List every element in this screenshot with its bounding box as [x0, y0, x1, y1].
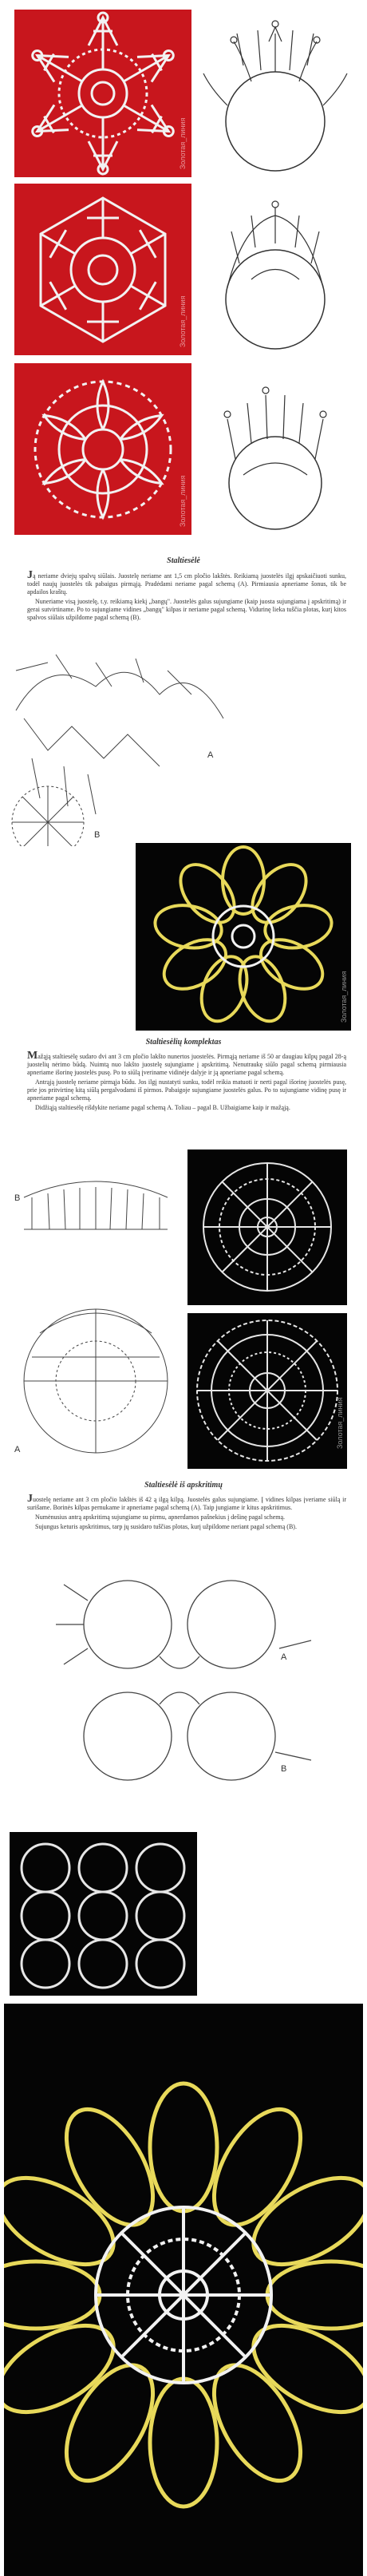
- caption-komplektas: Staltiesėlių komplektas: [145, 1038, 222, 1047]
- label-b-1: B: [94, 830, 101, 840]
- watermark-3: Золотая_линия: [179, 475, 187, 527]
- paragraph: Mažąją staltiesėlę sudaro dvi ant 3 cm pločio lakšto nunertos juostelės. Pirmąją neriame iš 50 ar daugiau kilpų pagal 28-ą juostelių nėrimo būdą. Nuimtą nuo lakšto juostelę sujungiame į apskritimą. Nenutraukę siūlo pagal schemą pirmiausia apneriame išorinę juostelės pusę. Po to siūlą įveriname vidinėje dalyje ir ją apneriame pagal schemą.: [27, 1050, 346, 1076]
- circles-diagram: [0, 1569, 367, 1832]
- snowflake-photo-1: [14, 10, 191, 177]
- paragraph: Nuneriame visą juostelę, t.y. reikiamą kiekį „bangų". Juostelės galus sujungiame (kaip juosta sujungiama į apskritimą) ir gerai sutvirtiname. Po to sujungiame vidines „bangų" kilpas ir neriame pagal schemą. Vidurinę lieka tuščia plotas, kurį kitos spalvos siūlais užpildome pagal schemą (B).: [27, 598, 346, 621]
- watermark-4: Золотая_линия: [340, 971, 348, 1023]
- paragraph: Ją neriame dviejų spalvų siūlais. Juostelę neriame ant 1,5 cm pločio lakštės. Reikiamą juostelės ilgį apskaičiuoti sunku, todėl naujų juostelės tik pabaigus pirmąją. Pradėdami neriame pagal schemą (A). Pirmiausia apneriame šonus, tik be apdailos kraštų.: [27, 569, 346, 596]
- komplektas-diagram: [8, 1150, 184, 1469]
- circles-photo: [0, 1832, 367, 2000]
- snowflake-2-drawing: [14, 184, 191, 355]
- large-yellow-doily-drawing: [4, 2004, 363, 2576]
- yellow-doily-drawing: [136, 843, 351, 1031]
- staltieseles-diagram: [0, 639, 367, 846]
- watermark-2: Золотая_линия: [179, 295, 187, 347]
- watermark-1: Золотая_линия: [179, 117, 187, 169]
- caption-staltieseles: Staltiesėlė: [167, 556, 200, 565]
- circles-grid-drawing: [10, 1832, 197, 1996]
- watermark-5: Золотая_линия: [336, 1397, 344, 1449]
- snowflake-diagram-1: [195, 10, 355, 177]
- text-block-2: [27, 1052, 346, 1114]
- paragraph: Sujungus keturis apskritimus, tarp jų susidaro tuščias plotas, kurį užpildome neriant pagal schemą (B).: [35, 1523, 297, 1530]
- label-a-1: A: [207, 750, 214, 760]
- label-a-2: A: [14, 1445, 21, 1454]
- komplektas-photo-small: [187, 1150, 347, 1305]
- label-a-3: A: [281, 1652, 287, 1662]
- text-block-3: [27, 1495, 346, 1533]
- paragraph: Numėnusius antrą apskritimą sujungiame su pirmu, apnerdamos pašnekius į dešinę pagal schemą.: [35, 1514, 286, 1521]
- snowflake-photo-3: [14, 363, 191, 535]
- text-block-1: [27, 569, 346, 623]
- komplektas-figures: [0, 1150, 367, 1469]
- yellow-doily-photo: [0, 843, 367, 1031]
- snowflake-photo-2: [14, 184, 191, 355]
- paragraph: Juostelę neriame ant 3 cm pločio lakštės iš 42 ą ilgą kilpą. Juostelės galus sujungiame. Į vidines kilpas įveriame siūlą ir surišame. Borinės kilpas pernukame ir apneriame pagal schemą (A). Taip jungiame ir kitus apskritimus.: [27, 1493, 346, 1511]
- paragraph: Antrąją juostelę neriame pirmąja būdu. Jos ilgį nustatyti sunku, todėl reikia matuoti ir nerti pagal išorinę juostelės pusę, prie jos pritvirtinę kitą siūlą pergalvodami iš pirmos. Pabaigoje sujungiame juostelės galus. Po to sujungiame vidinę pusę ir apneriame pagal schemą.: [27, 1078, 346, 1102]
- snowflake-diagram-3: [195, 363, 355, 535]
- snowflake-3-drawing: [14, 363, 191, 535]
- snowflake-1-drawing: [14, 10, 191, 177]
- large-yellow-doily-photo: [0, 2004, 367, 2576]
- snowflake-diagram-2: [195, 184, 355, 355]
- paragraph: Didžiąją staltiesėlę rišdykite neriame pagal schemą A. Toliau – pagal B. Užbaigiame kaip ir mažąją.: [35, 1104, 290, 1111]
- label-b-2: B: [14, 1193, 21, 1203]
- caption-apskritimu: Staltiesėlė iš apskritimų: [144, 1481, 223, 1490]
- label-b-3: B: [281, 1764, 287, 1774]
- snowflake-section: [0, 0, 367, 559]
- komplektas-photo-large: [187, 1313, 347, 1469]
